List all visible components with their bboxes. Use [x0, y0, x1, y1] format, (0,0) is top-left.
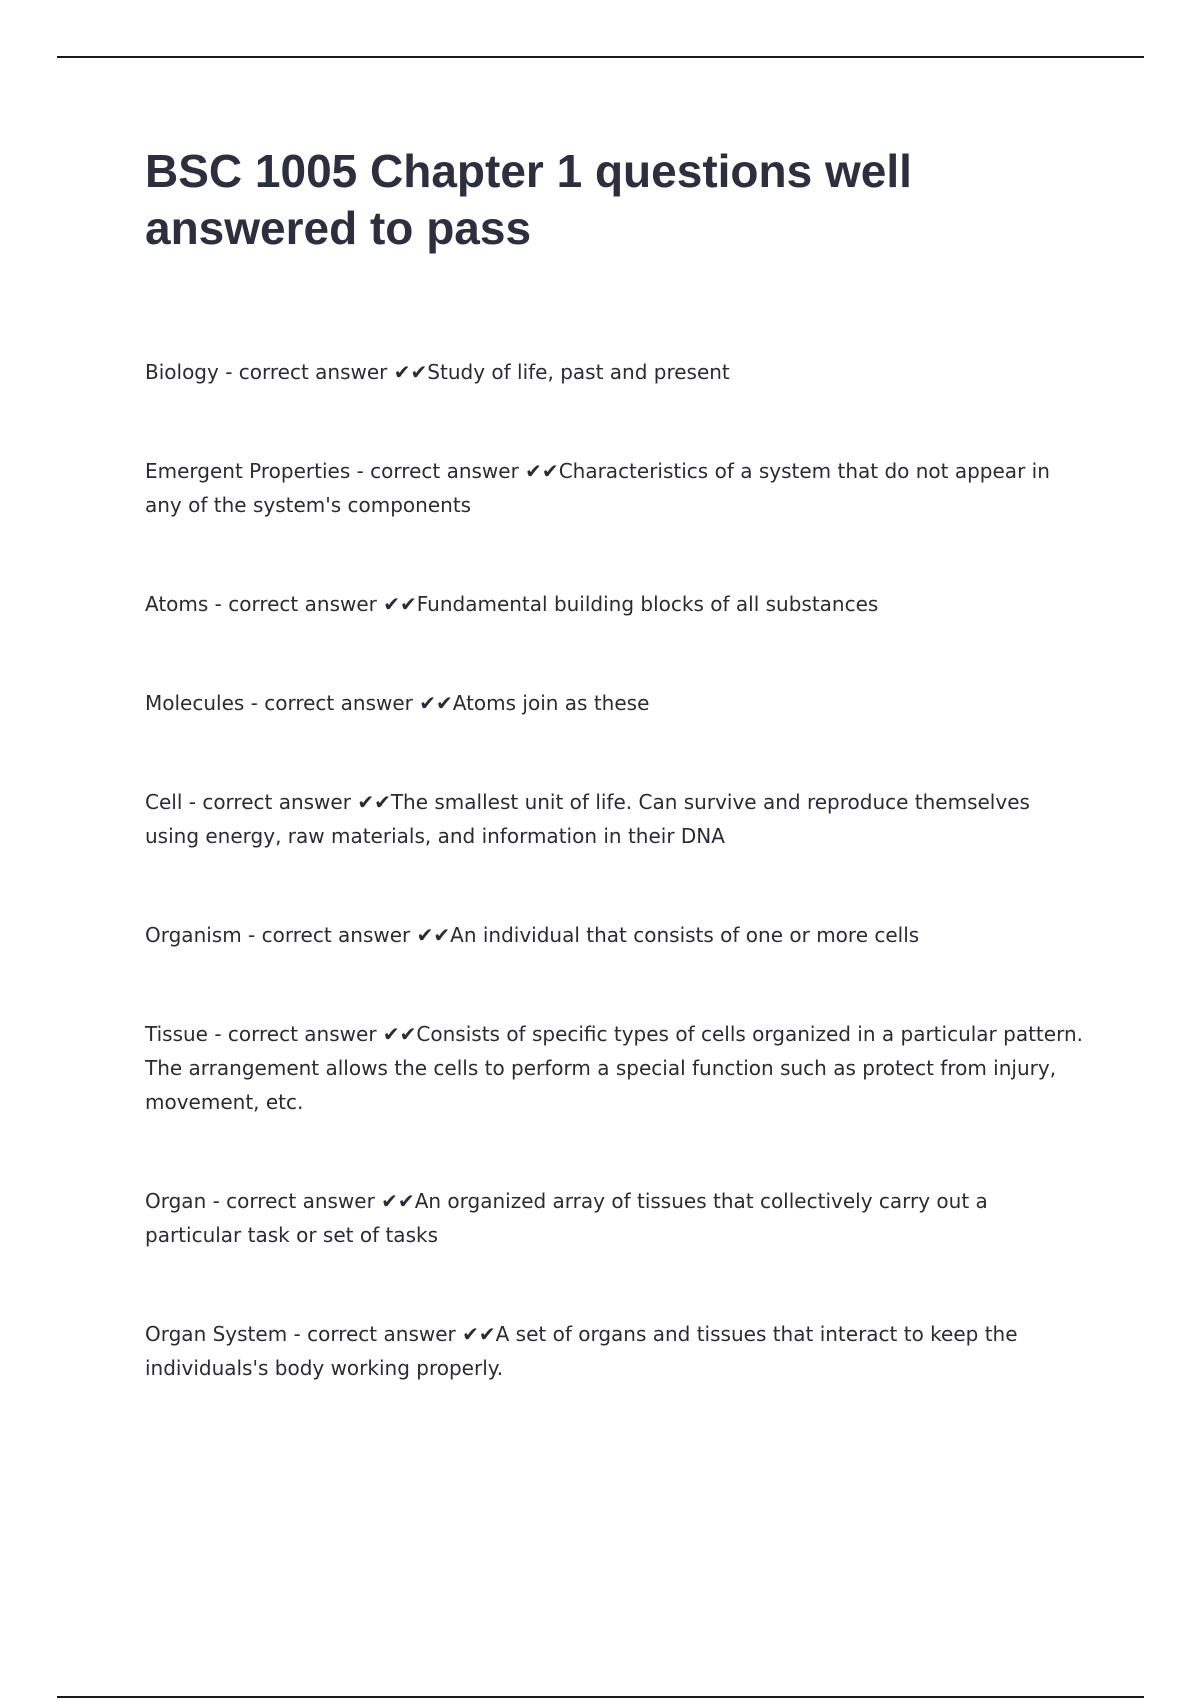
- qa-item-atoms: [145, 587, 1090, 621]
- qa-term: Organism: [145, 923, 242, 947]
- qa-term: Organ: [145, 1189, 207, 1213]
- double-check-icon: ✔✔: [393, 360, 428, 384]
- qa-item-cell: [145, 785, 1090, 853]
- qa-separator: - correct answer: [207, 1022, 383, 1046]
- qa-term: Cell: [145, 790, 183, 814]
- qa-definition: Consists of specific types of cells organized in a particular pattern. The arrangement allows the cells to perform a special function such as protect from injury, movement, etc.: [145, 1022, 1083, 1114]
- top-divider: [57, 56, 1144, 58]
- qa-definition: Atoms join as these: [452, 691, 650, 715]
- qa-separator: - correct answer: [208, 592, 384, 616]
- qa-term: Tissue: [145, 1022, 208, 1046]
- qa-item-organ: [145, 1184, 1090, 1252]
- double-check-icon: ✔✔: [416, 923, 451, 947]
- qa-term: Organ System: [145, 1322, 288, 1346]
- page-title: BSC 1005 Chapter 1 questions well answered to pass: [145, 145, 912, 254]
- double-check-icon: ✔✔: [382, 1022, 417, 1046]
- double-check-icon: ✔✔: [357, 790, 391, 814]
- qa-definition: Fundamental building blocks of all substances: [416, 592, 879, 616]
- qa-definition: Characteristics of a system that do not appear in any of the system's components: [145, 459, 1050, 517]
- qa-term: Biology: [145, 360, 219, 384]
- qa-item-organ-system: [145, 1317, 1090, 1385]
- qa-list: [145, 355, 1090, 1385]
- qa-separator: - correct answer: [241, 923, 417, 947]
- double-check-icon: ✔✔: [462, 1322, 496, 1346]
- bottom-divider: [57, 1696, 1144, 1698]
- qa-definition: An organized array of tissues that collectively carry out a particular task or set of tasks: [145, 1189, 988, 1247]
- qa-separator: - correct answer: [244, 691, 420, 715]
- qa-separator: - correct answer: [182, 790, 358, 814]
- qa-separator: - correct answer: [287, 1322, 463, 1346]
- qa-item-organism: [145, 918, 1090, 952]
- qa-definition: An individual that consists of one or more cells: [450, 923, 920, 947]
- qa-item-emergent-properties: [145, 454, 1090, 522]
- qa-definition: The smallest unit of life. Can survive and reproduce themselves using energy, raw materials, and information in their DNA: [145, 790, 1030, 848]
- qa-separator: - correct answer: [350, 459, 526, 483]
- qa-separator: - correct answer: [206, 1189, 382, 1213]
- double-check-icon: ✔✔: [381, 1189, 415, 1213]
- qa-item-tissue: [145, 1017, 1090, 1119]
- qa-definition: A set of organs and tissues that interact to keep the individuals's body working properly.: [145, 1322, 1018, 1380]
- double-check-icon: ✔✔: [525, 459, 559, 483]
- double-check-icon: ✔✔: [383, 592, 417, 616]
- qa-item-biology: [145, 355, 1090, 389]
- qa-separator: - correct answer: [218, 360, 394, 384]
- double-check-icon: ✔✔: [419, 691, 453, 715]
- qa-item-molecules: [145, 686, 1090, 720]
- qa-term: Molecules: [145, 691, 245, 715]
- qa-term: Emergent Properties: [145, 459, 351, 483]
- qa-definition: Study of life, past and present: [427, 360, 730, 384]
- qa-term: Atoms: [145, 592, 209, 616]
